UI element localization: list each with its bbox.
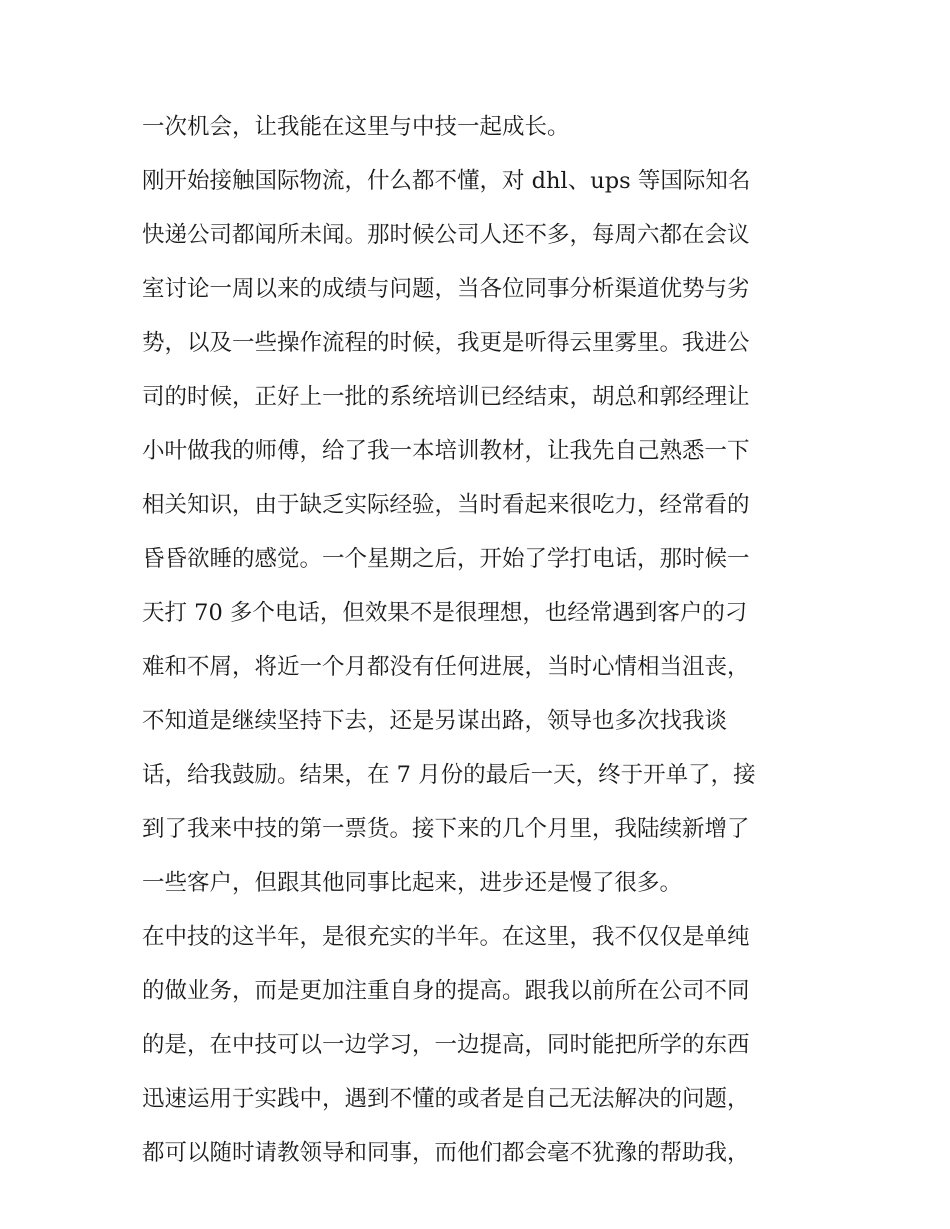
text-line: 小叶做我的师傅，给了我一本培训教材，让我先自己熟悉一下	[142, 438, 750, 464]
text-line: 都可以随时请教领导和同事，而他们都会毫不犹豫的帮助我，	[142, 1140, 750, 1166]
text-line: 相关知识，由于缺乏实际经验，当时看起来很吃力，经常看的	[142, 492, 750, 518]
text-line: 的是，在中技可以一边学习，一边提高，同时能把所学的东西	[142, 1032, 750, 1058]
text-line: 室讨论一周以来的成绩与问题，当各位同事分析渠道优势与劣	[142, 276, 750, 302]
text-line: 在中技的这半年，是很充实的半年。在这里，我不仅仅是单纯	[142, 924, 750, 950]
text-line: 快递公司都闻所未闻。那时候公司人还不多，每周六都在会议	[142, 222, 750, 248]
text-line: 迅速运用于实践中，遇到不懂的或者是自己无法解决的问题，	[142, 1086, 750, 1112]
text-line: 一次机会，让我能在这里与中技一起成长。	[142, 114, 570, 140]
text-line: 的做业务，而是更加注重自身的提高。跟我以前所在公司不同	[142, 978, 750, 1004]
text-line: 不知道是继续坚持下去，还是另谋出路，领导也多次找我谈	[142, 708, 728, 734]
text-line: 到了我来中技的第一票货。接下来的几个月里，我陆续新增了	[142, 816, 750, 842]
text-line: 难和不屑，将近一个月都没有任何进展，当时心情相当沮丧，	[142, 654, 750, 680]
text-line: 司的时候，正好上一批的系统培训已经结束，胡总和郭经理让	[142, 384, 750, 410]
text-line: 刚开始接触国际物流，什么都不懂，对 dhl、ups 等国际知名	[142, 168, 751, 194]
text-line: 一些客户，但跟其他同事比起来，进步还是慢了很多。	[142, 870, 683, 896]
text-line: 天打 70 多个电话，但效果不是很理想，也经常遇到客户的刁	[142, 600, 748, 626]
text-line: 话，给我鼓励。结果，在 7 月份的最后一天，终于开单了，接	[142, 762, 756, 788]
text-line: 势，以及一些操作流程的时候，我更是听得云里雾里。我进公	[142, 330, 750, 356]
text-line: 昏昏欲睡的感觉。一个星期之后，开始了学打电话，那时候一	[142, 546, 750, 572]
